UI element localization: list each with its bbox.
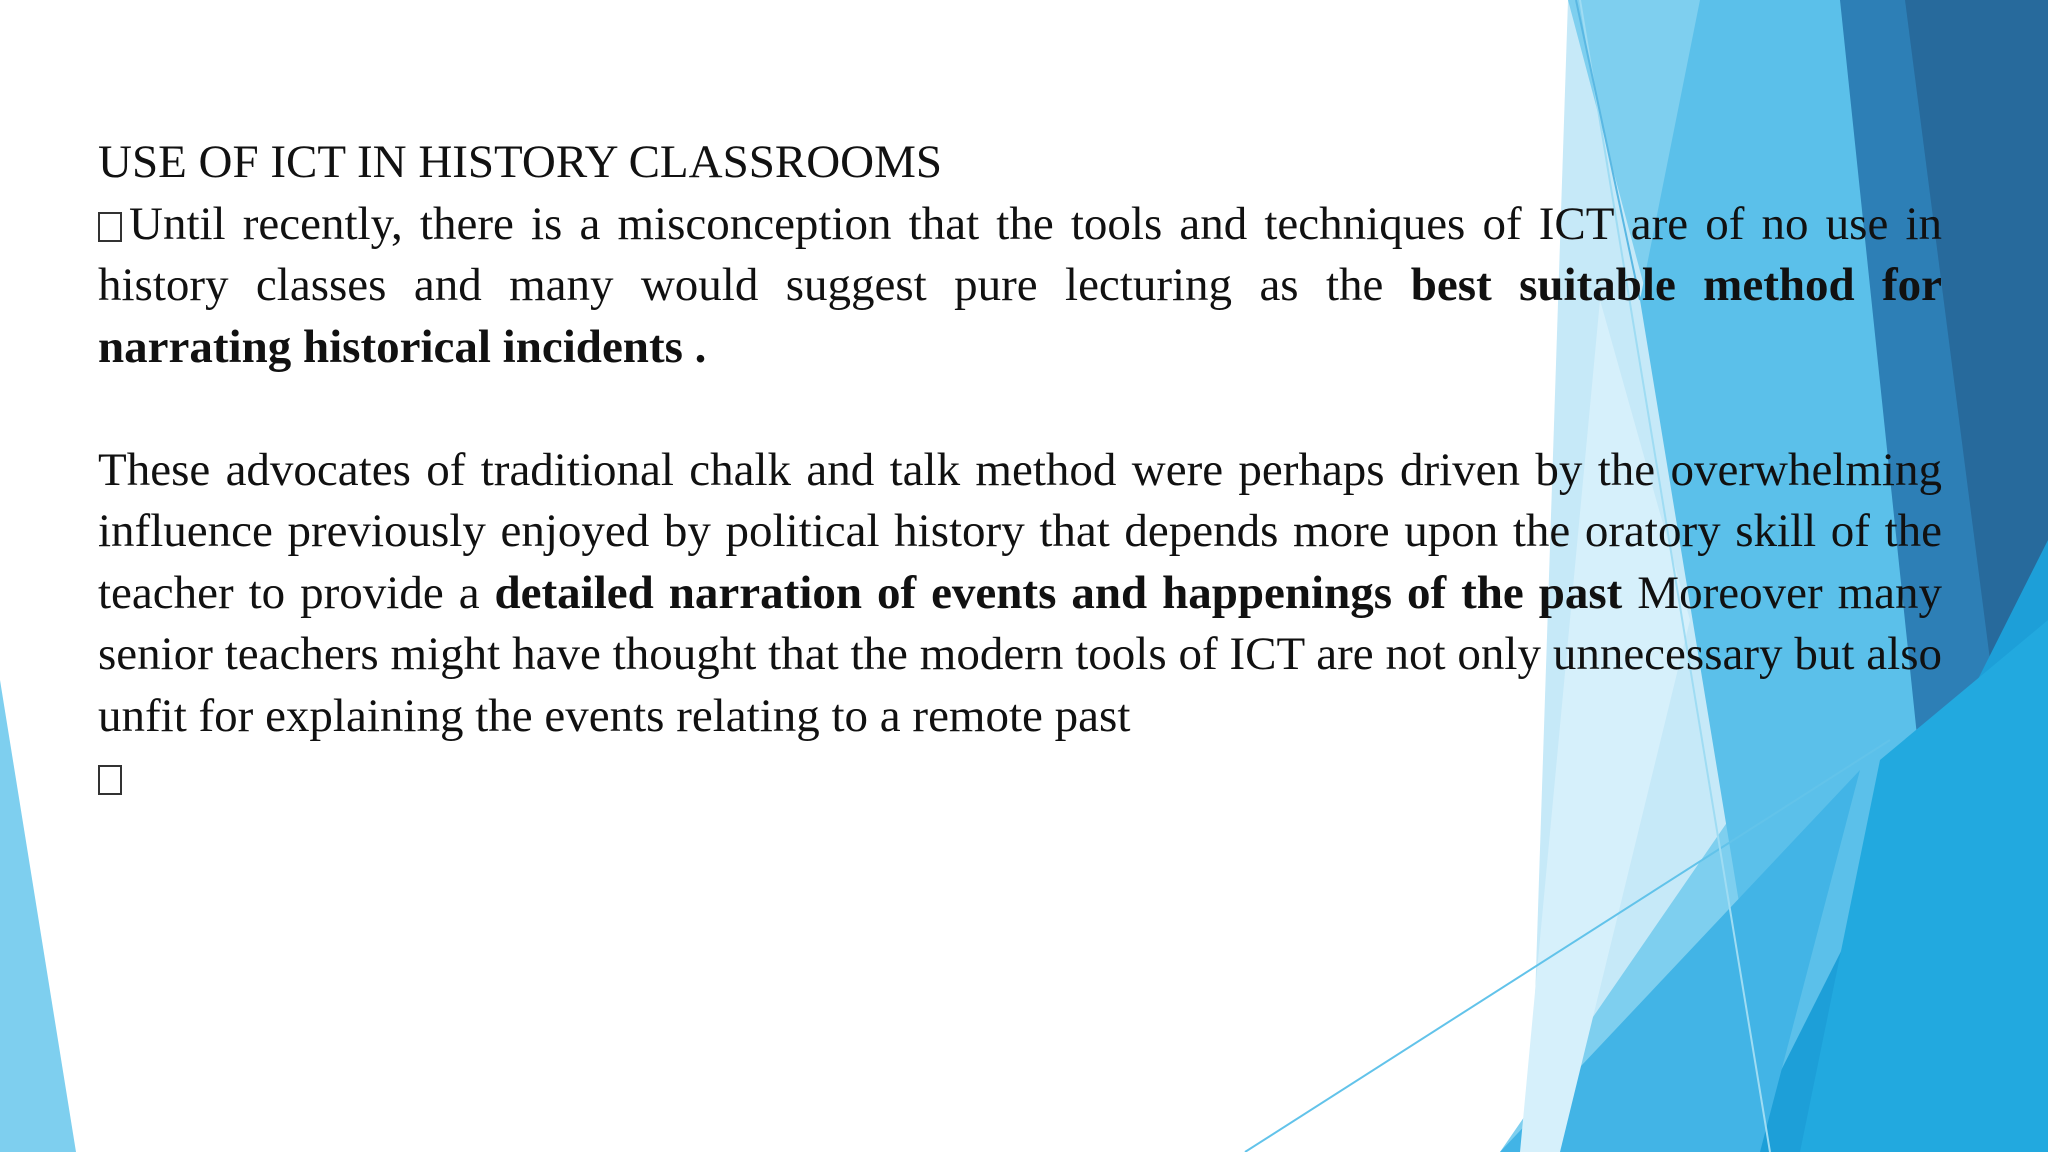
paragraph-2-bold: detailed narration of events and happenings of the past	[494, 566, 1623, 619]
paragraph-misconception	[98, 194, 1942, 379]
paragraph-1-bold: best suitable method for narrating historical incidents .	[98, 259, 1943, 373]
empty-bullet-line	[98, 747, 1942, 809]
missing-glyph-box-icon	[98, 212, 122, 242]
missing-glyph-box-icon	[98, 765, 122, 795]
paragraph-1-text: Until recently, there is a misconception that the tools and techniques of ICT are of no use in history classes and many would suggest pure lecturing as the	[98, 197, 1942, 311]
slide-title: USE OF ICT IN HISTORY CLASSROOMS	[98, 136, 943, 188]
paragraph-advocates	[98, 440, 1942, 748]
slide-content	[98, 132, 1942, 809]
paragraph-2-text: These advocates of traditional chalk and talk method were perhaps driven by the overwhelming influence previously enjoyed by political history that depends more upon the oratory skill of the teacher to provide a	[98, 443, 1942, 619]
left-accent-triangle	[0, 680, 76, 1152]
paragraph-2-text-end: Moreover many senior teachers might have thought that the modern tools of ICT are not only unnecessary but also unfit for explaining the events relating to a remote past	[98, 566, 1942, 742]
